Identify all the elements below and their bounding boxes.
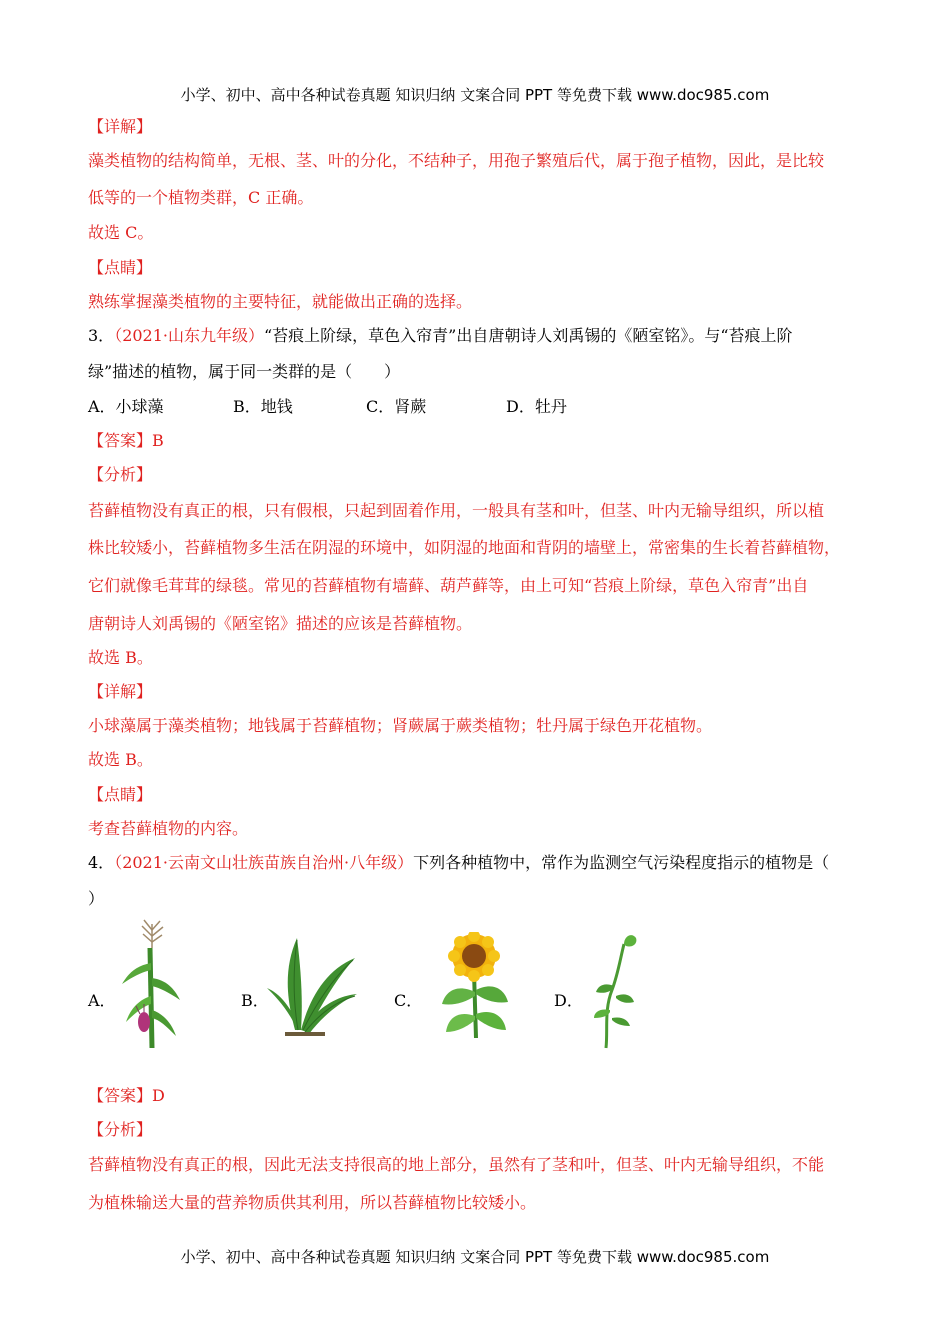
fern-plant-icon: [265, 930, 360, 1040]
choose-text: 故选 C。: [88, 223, 154, 242]
answer-tag: 【答案】: [88, 431, 153, 450]
analysis-text-line: 株比较矮小，苔藓植物多生活在阴湿的环境中，如阴湿的地面和背阴的墙壁上，常密集的生长着苔藓植物，: [88, 538, 841, 557]
page-header: 小学、初中、高中各种试卷真题 知识归纳 文案合同 PPT 等免费下载 www.doc985.com: [180, 86, 770, 104]
option-b: B．地钱: [233, 397, 293, 416]
option-a-label: A．: [88, 991, 116, 1010]
question-stem-line: ）: [88, 889, 105, 908]
option-c-label: C．: [394, 991, 423, 1010]
choose-text: 故选 B。: [88, 648, 153, 667]
analysis-text-line: 为植株输送大量的营养物质供其利用，所以苔藓植物比较矮小。: [88, 1193, 537, 1212]
answer-line: [88, 1086, 868, 1106]
option-a: A．小球藻: [88, 397, 164, 416]
question-stem-line: 绿”描述的植物，属于同一类群的是（ ）: [88, 362, 401, 381]
answer-value: D: [152, 1086, 165, 1105]
question-number: 3．: [88, 326, 115, 345]
detail-text-line: 藻类植物的结构简单，无根、茎、叶的分化，不结种子，用孢子繁殖后代，属于孢子植物，因此，是比较: [88, 151, 825, 170]
option-d: D．牡丹: [506, 397, 567, 416]
tip-tag: 【点睛】: [88, 258, 153, 277]
sunflower-plant-icon: [440, 932, 510, 1042]
analysis-text-line: 苔藓植物没有真正的根，只有假根，只起到固着作用，一般具有茎和叶，但茎、叶内无输导组织，所以植: [88, 501, 825, 520]
detail-text: 小球藻属于藻类植物；地钱属于苔藓植物；肾蕨属于蕨类植物；牡丹属于绿色开花植物。: [88, 716, 713, 735]
question-source: （2021·云南文山壮族苗族自治州·八年级）: [114, 853, 414, 872]
question-3-stem: [88, 326, 868, 346]
tip-tag: 【点睛】: [88, 785, 153, 804]
choose-text: 故选 B。: [88, 750, 153, 769]
option-c: C．肾蕨: [366, 397, 427, 416]
question-3-options: [88, 397, 868, 417]
analysis-tag: 【分析】: [88, 465, 153, 484]
option-d-label: D．: [554, 991, 583, 1010]
detail-tag: 【详解】: [88, 682, 153, 701]
question-number: 4．: [88, 853, 115, 872]
tip-text: 考查苔藓植物的内容。: [88, 819, 249, 838]
answer-line: [88, 431, 868, 451]
tip-text: 熟练掌握藻类植物的主要特征，就能做出正确的选择。: [88, 292, 473, 311]
question-source: （2021·山东九年级）: [114, 326, 264, 345]
corn-plant-icon: [110, 918, 190, 1058]
answer-value: B: [152, 431, 164, 450]
question-4-stem: [88, 853, 868, 873]
analysis-text-line: 唐朝诗人刘禹锡的《陋室铭》描述的应该是苔藓植物。: [88, 614, 473, 633]
question-stem-line: “苔痕上阶绿，草色入帘青”出自唐朝诗人刘禹锡的《陋室铭》。与“苔痕上阶: [264, 326, 793, 345]
moss-plant-icon: [590, 930, 645, 1050]
analysis-text-line: 苔藓植物没有真正的根，因此无法支持很高的地上部分，虽然有了茎和叶，但茎、叶内无输导组织，不能: [88, 1155, 825, 1174]
detail-tag: 【详解】: [88, 117, 153, 136]
option-b-label: B．: [241, 991, 269, 1010]
analysis-tag: 【分析】: [88, 1120, 153, 1139]
page-footer: 小学、初中、高中各种试卷真题 知识归纳 文案合同 PPT 等免费下载 www.doc985.com: [180, 1248, 770, 1266]
question-stem-line: 下列各种植物中，常作为监测空气污染程度指示的植物是（: [413, 853, 830, 872]
answer-tag: 【答案】: [88, 1086, 153, 1105]
detail-text-line: 低等的一个植物类群，C 正确。: [88, 188, 314, 207]
analysis-text-line: 它们就像毛茸茸的绿毯。常见的苔藓植物有墙藓、葫芦藓等，由上可知“苔痕上阶绿，草色入帘青”出自: [88, 576, 809, 595]
